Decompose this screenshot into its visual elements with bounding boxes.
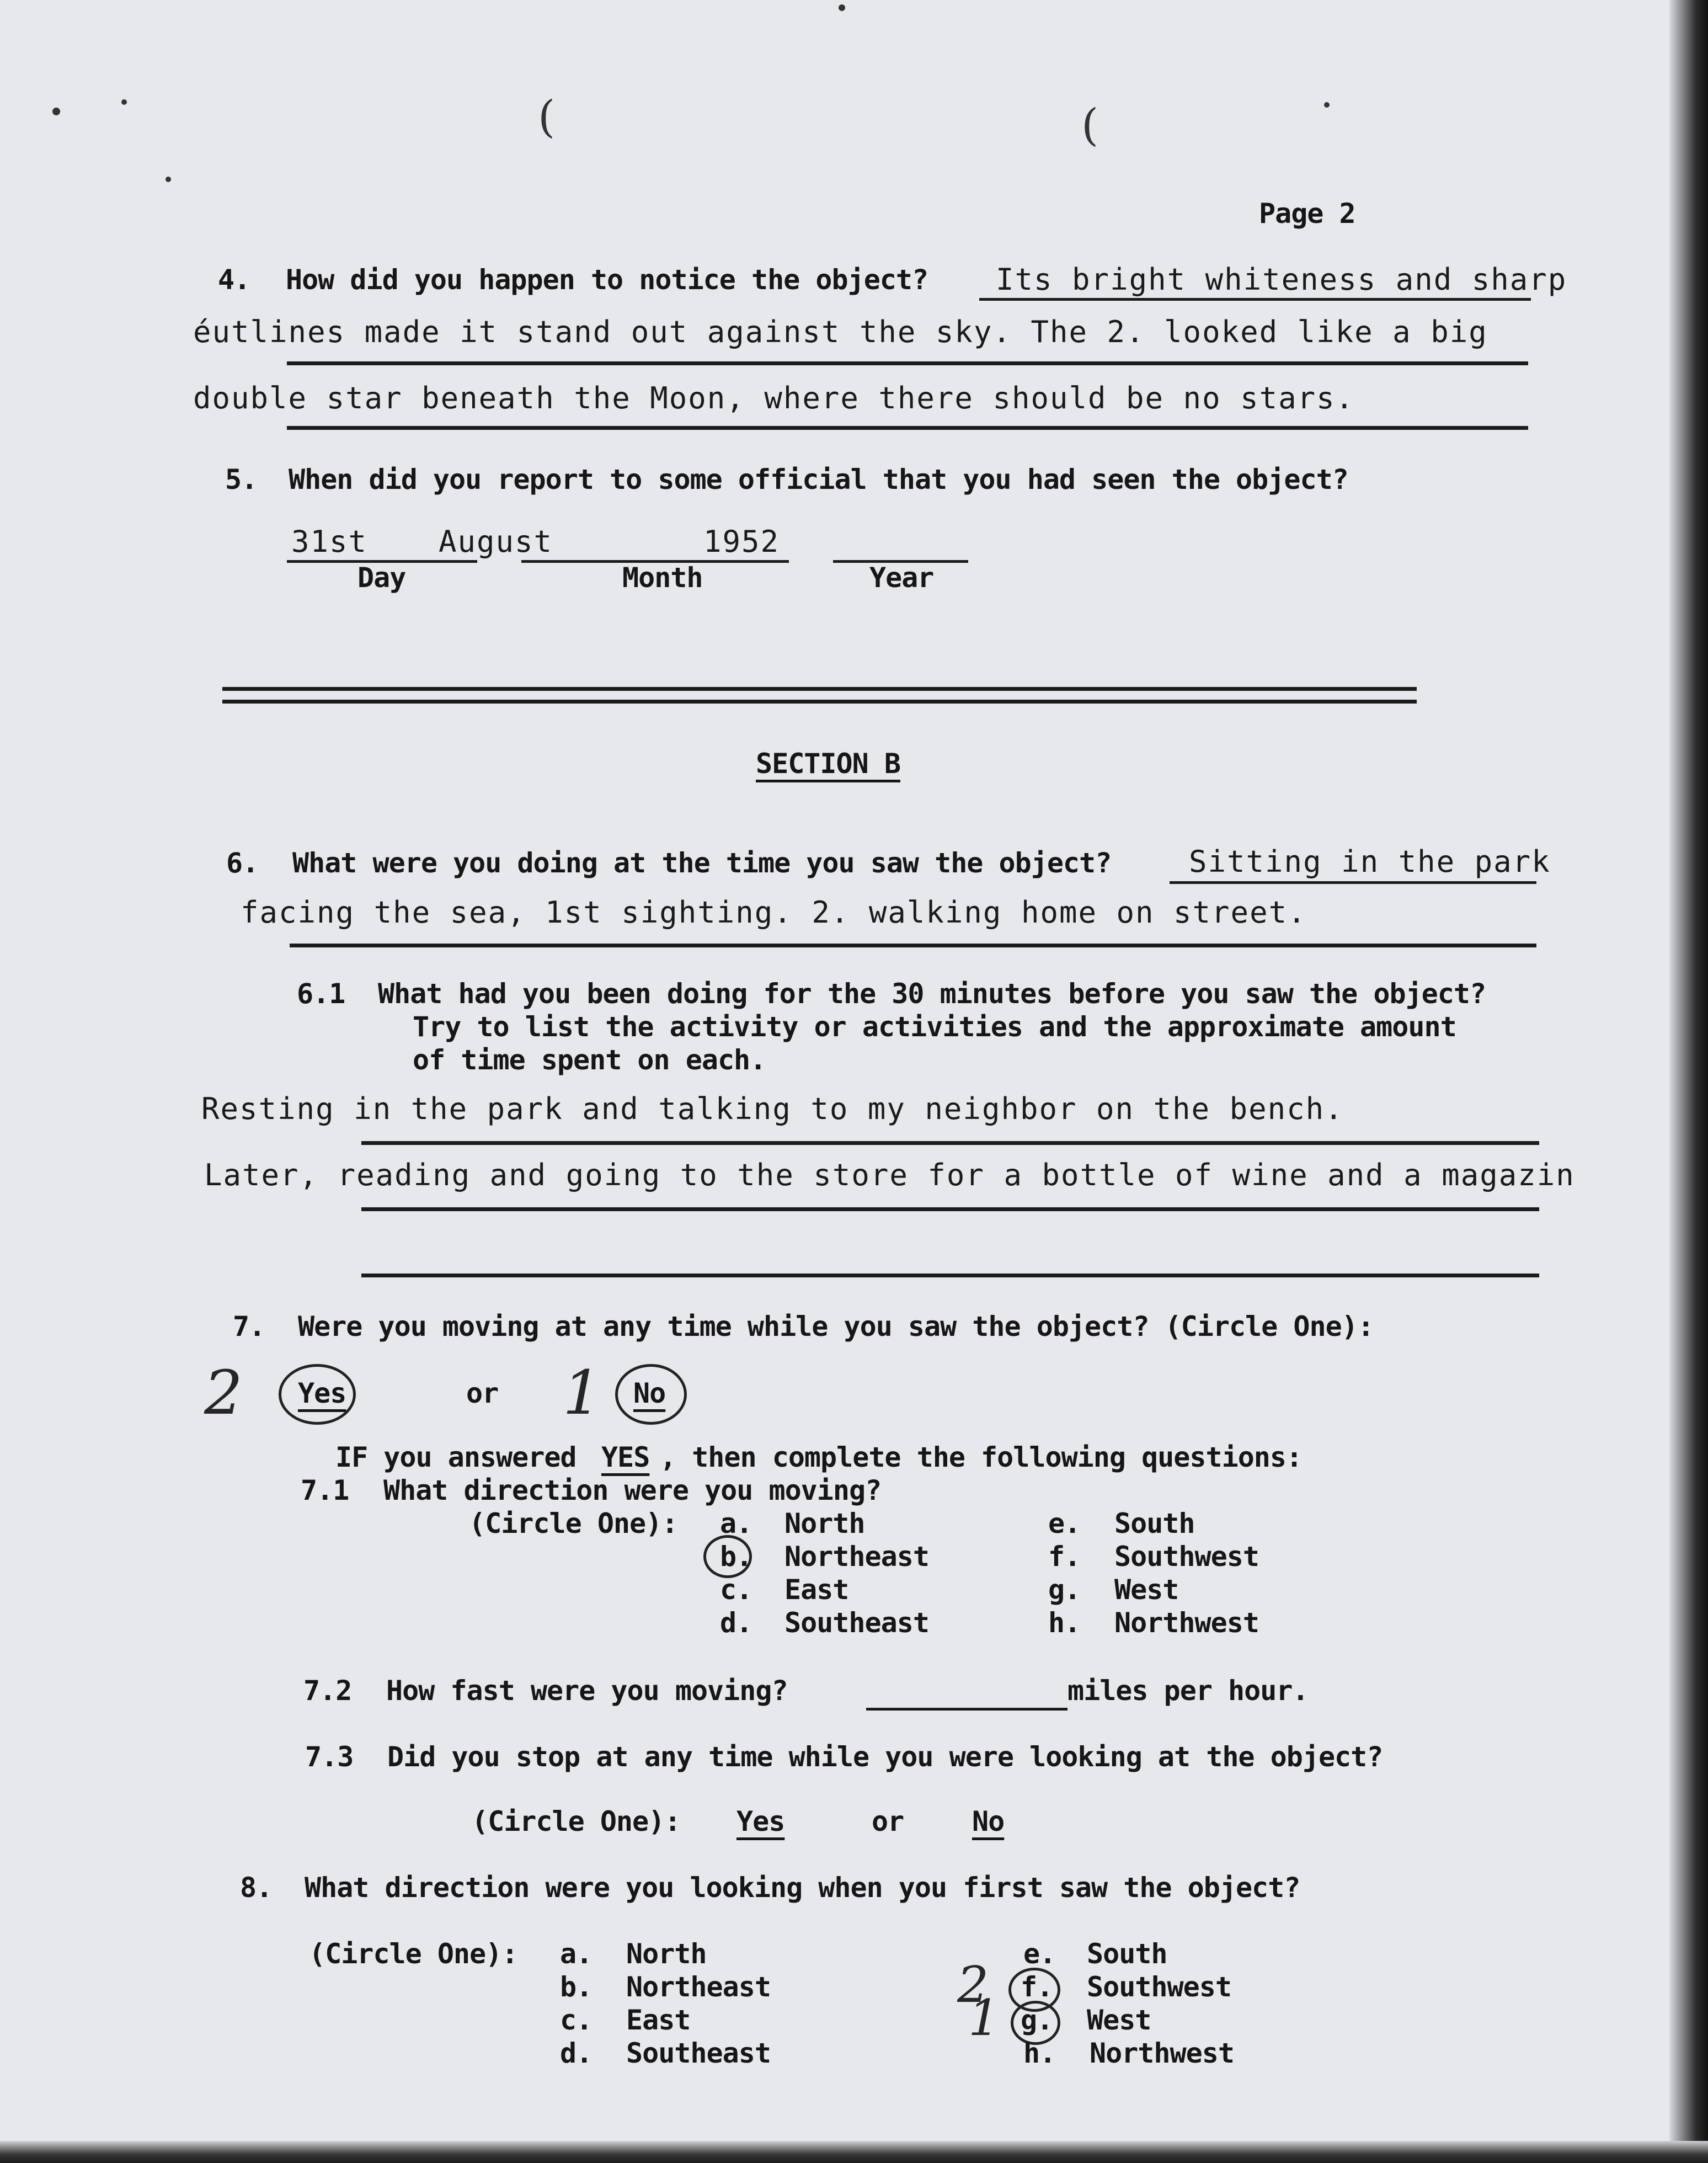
q7-1-option-e-letter: e. bbox=[1048, 1507, 1081, 1539]
speed-blank-rule bbox=[866, 1708, 1068, 1711]
q7-2-number: 7.2 bbox=[303, 1675, 352, 1707]
q8-question: What direction were you looking when you first saw the object? bbox=[305, 1872, 1300, 1904]
q7-3-or: or bbox=[872, 1805, 904, 1837]
q8-option-d-letter: d. bbox=[560, 2037, 593, 2069]
q8-option-a-letter: a. bbox=[560, 1938, 593, 1970]
handwritten-mark-2: 2 bbox=[204, 1357, 243, 1428]
q7-if-yes: YES bbox=[601, 1441, 650, 1473]
q6-answer-line-2: facing the sea, 1st sighting. 2. walking home on street. bbox=[241, 895, 1307, 930]
scan-mark: ( bbox=[1081, 99, 1099, 151]
q8-option-b-letter: b. bbox=[560, 1971, 593, 2003]
q7-if-suffix: , then complete the following questions: bbox=[660, 1441, 1303, 1473]
q7-1-option-g-letter: g. bbox=[1048, 1574, 1081, 1606]
q7-no-option: No bbox=[633, 1377, 666, 1409]
handwritten-mark-2: 2 bbox=[957, 1956, 989, 2014]
q5-year-label: Year bbox=[869, 562, 934, 594]
answer-rule bbox=[290, 944, 1536, 947]
q6-1-number: 6.1 bbox=[297, 978, 345, 1010]
q6-answer-line-1: Sitting in the park bbox=[1189, 844, 1551, 879]
q4-answer-line-1: Its bright whiteness and sharp bbox=[996, 262, 1567, 297]
q7-1-option-g-label: West bbox=[1114, 1574, 1179, 1606]
q4-answer-line-2: éutlines made it stand out against the sky. The 2. looked like a big bbox=[193, 315, 1488, 349]
q7-yes-option: Yes bbox=[298, 1377, 346, 1409]
q7-1-number: 7.1 bbox=[301, 1474, 349, 1506]
page-label: Page 2 bbox=[1259, 198, 1355, 230]
q8-option-f-label: Southwest bbox=[1087, 1971, 1231, 2003]
q8-option-c-letter: c. bbox=[560, 2004, 593, 2036]
section-divider-bottom bbox=[222, 700, 1417, 704]
q8-option-g-label: West bbox=[1087, 2004, 1151, 2036]
q5-month-label: Month bbox=[622, 562, 703, 594]
scan-speck bbox=[121, 99, 127, 105]
scan-speck bbox=[839, 4, 845, 11]
q5-month-value: August bbox=[439, 524, 553, 559]
q7-1-option-f-label: Southwest bbox=[1114, 1541, 1259, 1573]
answer-rule bbox=[287, 361, 1528, 365]
q7-1-option-d-letter: d. bbox=[720, 1607, 752, 1639]
answer-rule bbox=[1170, 881, 1536, 884]
answer-rule bbox=[287, 426, 1528, 430]
scan-speck bbox=[1324, 102, 1330, 108]
q7-3-no-option: No bbox=[972, 1805, 1005, 1837]
q5-day-label: Day bbox=[357, 562, 406, 594]
q6-1-question-line-3: of time spent on each. bbox=[413, 1044, 766, 1076]
q7-3-number: 7.3 bbox=[305, 1741, 354, 1773]
q7-number: 7. bbox=[233, 1310, 265, 1342]
q8-number: 8. bbox=[240, 1872, 273, 1904]
q5-day-value: 31st bbox=[291, 524, 368, 559]
handwritten-mark-1: 1 bbox=[563, 1357, 601, 1428]
q8-option-h-label: Northwest bbox=[1090, 2037, 1234, 2069]
q6-1-question-line-1: What had you been doing for the 30 minutes before you saw the object? bbox=[378, 978, 1486, 1010]
q7-1-option-e-label: South bbox=[1114, 1507, 1195, 1539]
q7-if-prefix: IF you answered bbox=[335, 1441, 577, 1473]
q7-2-question: How fast were you moving? bbox=[386, 1675, 788, 1707]
q4-number: 4. bbox=[218, 264, 250, 296]
scan-mark: ( bbox=[538, 91, 556, 142]
q8-option-h-letter: h. bbox=[1023, 2037, 1056, 2069]
q7-1-option-h-label: Northwest bbox=[1114, 1607, 1259, 1639]
section-b-heading: SECTION B bbox=[756, 748, 900, 780]
q8-option-b-label: Northeast bbox=[626, 1971, 771, 2003]
q4-answer-line-3: double star beneath the Moon, where there should be no stars. bbox=[193, 381, 1355, 415]
q7-1-option-a-label: North bbox=[784, 1507, 865, 1539]
scan-speck bbox=[166, 177, 171, 182]
q7-1-option-a-letter: a. bbox=[720, 1507, 752, 1539]
section-divider-top bbox=[222, 687, 1417, 691]
handwritten-mark-1: 1 bbox=[968, 1989, 1000, 2047]
scan-edge-bottom bbox=[0, 2141, 1708, 2163]
q6-1-answer-line-2: Later, reading and going to the store for a bottle of wine and a magazin bbox=[204, 1158, 1575, 1192]
answer-rule bbox=[361, 1141, 1539, 1145]
q6-1-question-line-2: Try to list the activity or activities and the approximate amount bbox=[413, 1011, 1456, 1043]
q8-option-c-label: East bbox=[626, 2004, 691, 2036]
q8-option-e-label: South bbox=[1087, 1938, 1167, 1970]
q8-circle-label: (Circle One): bbox=[309, 1938, 518, 1970]
q8-option-e-letter: e. bbox=[1023, 1938, 1056, 1970]
q5-question: When did you report to some official that you had seen the object? bbox=[289, 464, 1348, 496]
answer-rule bbox=[361, 1207, 1539, 1211]
q7-1-question: What direction were you moving? bbox=[383, 1474, 882, 1506]
q5-number: 5. bbox=[225, 464, 258, 496]
q7-3-question: Did you stop at any time while you were looking at the object? bbox=[387, 1741, 1383, 1773]
answer-rule-blank bbox=[361, 1274, 1539, 1277]
q6-number: 6. bbox=[226, 847, 259, 879]
q6-question: What were you doing at the time you saw the object? bbox=[292, 847, 1112, 879]
q7-1-circle-label: (Circle One): bbox=[469, 1507, 678, 1539]
answer-rule bbox=[979, 298, 1531, 301]
q7-1-option-c-label: East bbox=[784, 1574, 849, 1606]
q7-1-option-c-letter: c. bbox=[720, 1574, 752, 1606]
q8-option-g-letter: g. bbox=[1021, 2004, 1053, 2036]
q7-1-option-h-letter: h. bbox=[1048, 1607, 1081, 1639]
q4-question: How did you happen to notice the object? bbox=[286, 264, 928, 296]
q5-year-value: 1952 bbox=[703, 524, 780, 559]
q6-1-answer-line-1: Resting in the park and talking to my neighbor on the bench. bbox=[201, 1091, 1344, 1126]
scan-speck bbox=[52, 108, 60, 115]
q7-3-yes-option: Yes bbox=[736, 1805, 785, 1837]
q7-question: Were you moving at any time while you saw the object? (Circle One): bbox=[298, 1310, 1374, 1342]
q7-1-option-b-letter: b. bbox=[720, 1541, 752, 1573]
q7-1-option-f-letter: f. bbox=[1048, 1541, 1081, 1573]
scan-edge-right bbox=[1669, 0, 1708, 2163]
q7-2-suffix: miles per hour. bbox=[1068, 1675, 1309, 1707]
q7-3-circle-label: (Circle One): bbox=[472, 1805, 681, 1837]
q8-option-a-label: North bbox=[626, 1938, 707, 1970]
q7-or: or bbox=[466, 1377, 499, 1409]
q8-option-f-letter: f. bbox=[1021, 1971, 1053, 2003]
q7-1-option-b-label: Northeast bbox=[784, 1541, 929, 1573]
q8-option-d-label: Southeast bbox=[626, 2037, 771, 2069]
q7-1-option-d-label: Southeast bbox=[784, 1607, 929, 1639]
